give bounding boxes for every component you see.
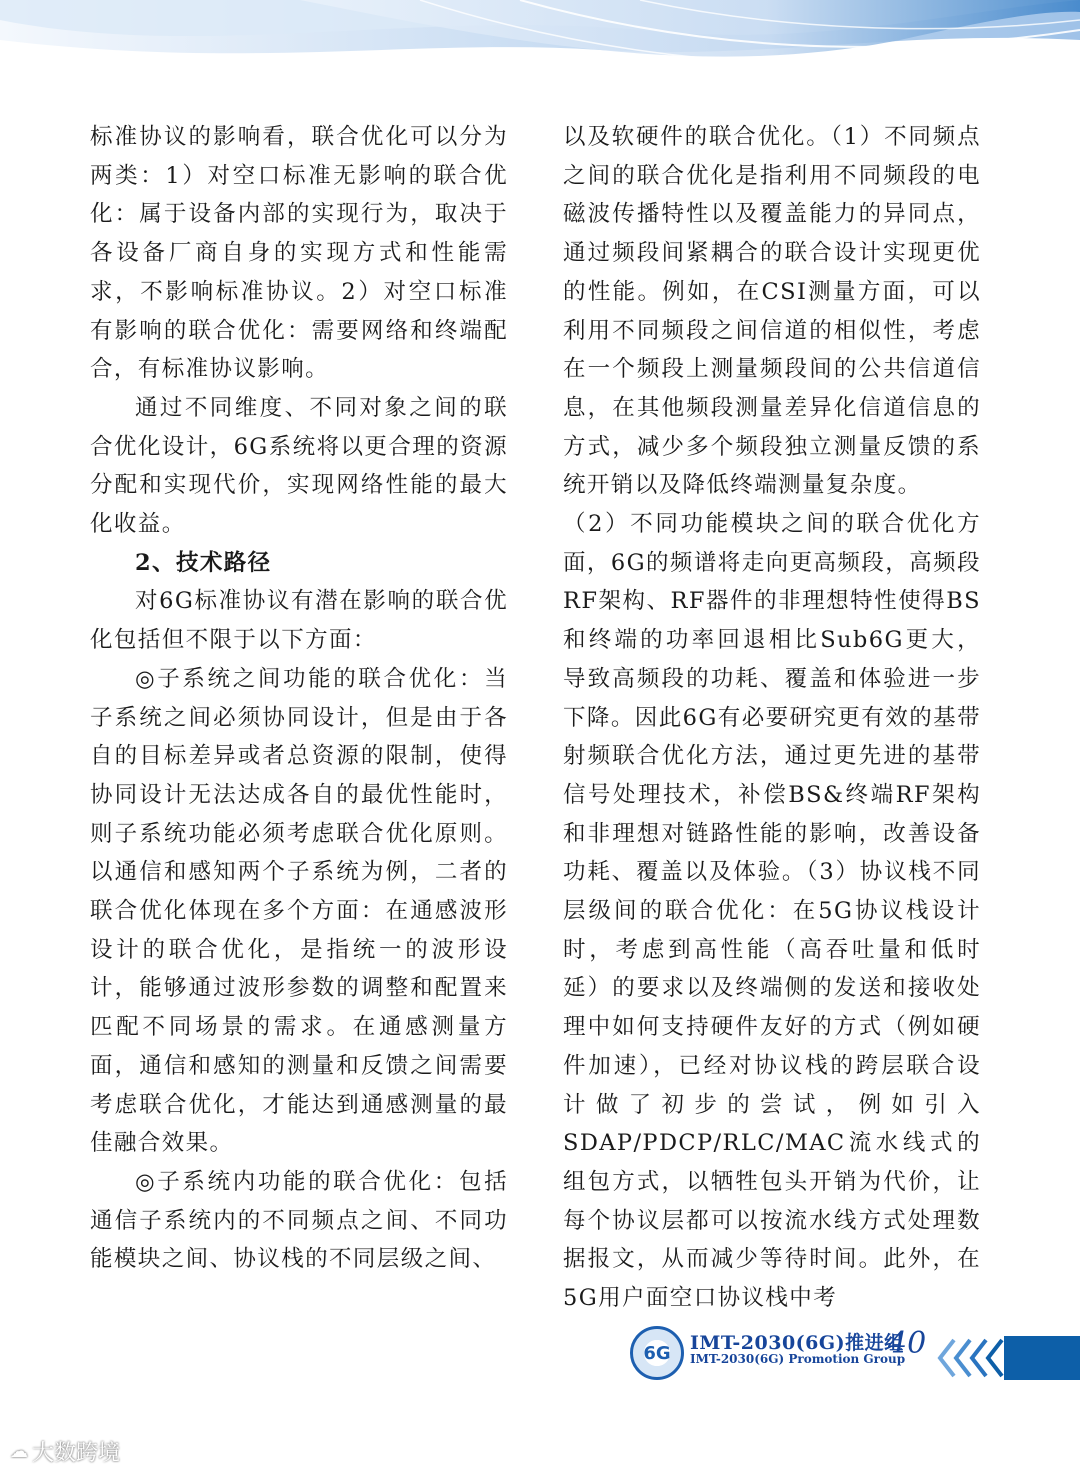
section-heading: 2、技术路径: [135, 549, 272, 576]
org-name-en: IMT-2030(6G) Promotion Group: [690, 1352, 906, 1366]
chevron-arrows-icon: [928, 1336, 1004, 1380]
cloud-icon: ☁: [10, 1441, 28, 1462]
right-text-column: [563, 118, 981, 1318]
top-wave-decoration: [0, 0, 1080, 120]
left-text-column: [90, 118, 508, 1279]
paragraph: （2）不同功能模块之间的联合优化方面，6G的频谱将走向更高频段，高频段RF架构、RF器件的非理想特性使得BS和终端的功率回退相比Sub6G更大，导致高频段的功耗、覆盖和体验进一步下降。因此6G有必要研究更有效的基带射频联合优化方法，通过更先进的基带信号处理技术，补偿BS&终端RF架构和非理想对链路性能的影响，改善设备功耗、覆盖以及体验。（3）协议栈不同层级间的联合优化：在5G协议栈设计时，考虑到高性能（高吞吐量和低时延）的要求以及终端侧的发送和接收处理中如何支持硬件友好的方式（例如硬件加速），已经对协议栈的跨层联合设计做了初步的尝试，例如引入SDAP/PDCP/RLC/MAC流水线式的组包方式，以牺牲包头开销为代价，让每个协议层都可以按流水线方式处理数据报文，从而减少等待时间。此外，在5G用户面空口协议栈中考: [563, 511, 981, 1312]
org-logo: 6G: [630, 1326, 684, 1380]
page-number: 40: [888, 1326, 927, 1361]
paragraph: 以及软硬件的联合优化。（1）不同频点之间的联合优化是指利用不同频段的电磁波传播特性以及覆盖能力的异同点，通过频段间紧耦合的联合设计实现更优的性能。例如，在CSI测量方面，可以利用不同频段之间信道的相似性，考虑在一个频段上测量频段间的公共信道信息，在其他频段测量差异化信道信息的方式，减少多个频段独立测量反馈的系统开销以及降低终端测量复杂度。: [563, 124, 981, 499]
watermark: [10, 1436, 120, 1467]
footer-accent-bar: [1004, 1336, 1080, 1380]
paragraph: 标准协议的影响看，联合优化可以分为两类：1）对空口标准无影响的联合优化：属于设备内部的实现行为，取决于各设备厂商自身的实现方式和性能需求，不影响标准协议。2）对空口标准有影响的联合优化：需要网络和终端配合，有标准协议影响。: [90, 124, 508, 383]
paragraph: ◎子系统内功能的联合优化：包括通信子系统内的不同频点之间、不同功能模块之间、协议栈的不同层级之间、: [90, 1168, 508, 1273]
org-name: IMT-2030(6G)推进组: [690, 1332, 904, 1354]
paragraph: 通过不同维度、不同对象之间的联合优化设计，6G系统将以更合理的资源分配和实现代价，实现网络性能的最大化收益。: [90, 394, 508, 538]
watermark-text: 大数跨境: [32, 1441, 121, 1466]
paragraph: ◎子系统之间功能的联合优化：当子系统之间必须协同设计，但是由于各自的目标差异或者总资源的限制，使得协同设计无法达成各自的最优性能时，则子系统功能必须考虑联合优化原则。以通信和感知两个子系统为例，二者的联合优化体现在多个方面：在通感波形设计的联合优化，是指统一的波形设计，能够通过波形参数的调整和配置来匹配不同场景的需求。在通感测量方面，通信和感知的测量和反馈之间需要考虑联合优化，才能达到通感测量的最佳融合效果。: [90, 665, 508, 1157]
paragraph: 对6G标准协议有潜在影响的联合优化包括但不限于以下方面：: [90, 588, 508, 654]
